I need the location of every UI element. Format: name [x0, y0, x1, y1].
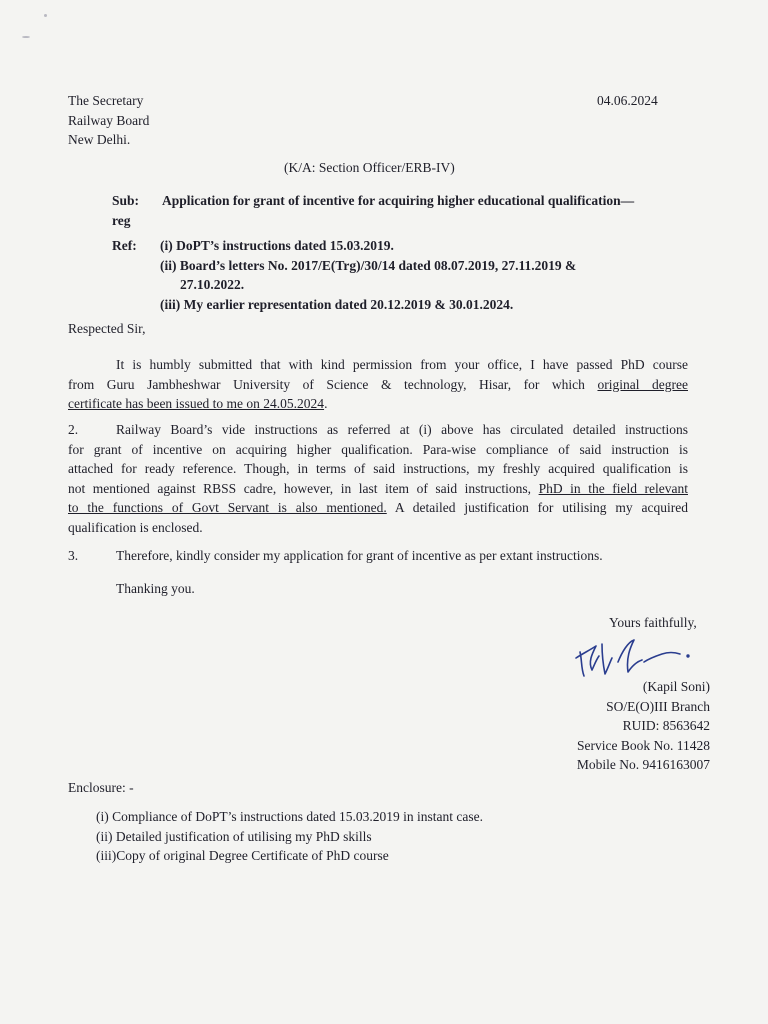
letter-date: 04.06.2024: [597, 93, 658, 108]
para2-number: 2.: [68, 422, 79, 437]
signer-mobile: Mobile No. 9416163007: [576, 757, 710, 772]
underlined-text: to the functions of Govt Servant is also mentioned.: [68, 500, 387, 515]
para-line: Railway Board’s vide instructions as referred at (i) above has circulated detailed instructions: [116, 422, 688, 437]
ref-item: (ii) Board’s letters No. 2017/E(Trg)/30/14 dated 08.07.2019, 27.11.2019 &: [160, 257, 577, 273]
subject-label: Sub:: [112, 193, 140, 208]
para-text: .: [324, 396, 328, 411]
recipient-line: The Secretary: [68, 93, 144, 108]
para-line: [68, 479, 688, 499]
ref-label: Ref:: [112, 238, 137, 253]
signer-block: [520, 677, 710, 775]
signer-ruid: RUID: 8563642: [622, 718, 710, 733]
paragraph-3: Therefore, kindly consider my application for grant of incentive as per extant instructions.: [116, 548, 603, 563]
signer-designation: SO/E(O)III Branch: [606, 698, 710, 714]
signer-service-book: Service Book No. 11428: [577, 737, 710, 753]
recipient-address: [68, 91, 149, 150]
signer-name: (Kapil Soni): [642, 679, 710, 694]
para-line: for grant of incentive on acquiring higher qualification. Para-wise compliance of said instruction is: [68, 441, 688, 457]
salutation: Respected Sir,: [68, 321, 146, 336]
para-line: It is humbly submitted that with kind permission from your office, I have passed PhD course: [116, 357, 688, 372]
para-line: [68, 394, 688, 414]
enclosure-list: [96, 807, 483, 866]
paragraph-2: [68, 420, 688, 537]
underlined-text: original degree: [597, 376, 688, 392]
underlined-text: PhD in the field relevant: [538, 480, 688, 496]
para-line: attached for ready reference. Though, in terms of said instructions, my freshly acquired qualification is: [68, 461, 688, 476]
enclosure-item: (i) Compliance of DoPT’s instructions dated 15.03.2019 in instant case.: [96, 809, 483, 824]
scan-speck: [22, 36, 30, 38]
recipient-line: New Delhi.: [68, 132, 131, 147]
ref-item: 27.10.2022.: [180, 277, 245, 292]
subject-text: [112, 191, 634, 230]
para-line: [68, 498, 688, 518]
ref-item: (i) DoPT’s instructions dated 15.03.2019.: [160, 238, 394, 253]
ka-line: (K/A: Section Officer/ERB-IV): [284, 160, 455, 175]
para-line: [68, 375, 688, 395]
subject-line: Application for grant of incentive for acquiring higher educational qualification—: [162, 193, 635, 208]
underlined-text: certificate has been issued to me on 24.05.2024: [68, 396, 325, 411]
thanks: Thanking you.: [116, 581, 195, 596]
recipient-line: Railway Board: [68, 112, 150, 128]
paragraph-1: [68, 355, 688, 414]
enclosure-item: (ii) Detailed justification of utilising my PhD skills: [96, 828, 372, 844]
closing: Yours faithfully,: [609, 615, 697, 630]
subject-line: reg: [112, 212, 131, 228]
para-line: qualification is enclosed.: [68, 519, 203, 535]
signature: [572, 632, 702, 682]
scan-speck: [44, 14, 47, 17]
para-text: not mentioned against RBSS cadre, however, in last item of said instructions,: [68, 480, 532, 496]
para-text: from Guru Jambheshwar University of Science & technology, Hisar, for which: [68, 376, 585, 392]
enclosure-item: (iii)Copy of original Degree Certificate of PhD course: [96, 848, 389, 863]
para-text: A detailed justification for utilising my acquired: [386, 500, 688, 515]
ref-item: (iii) My earlier representation dated 20.12.2019 & 30.01.2024.: [160, 296, 514, 312]
enclosure-label: Enclosure: -: [68, 780, 134, 795]
ref-list: [160, 236, 576, 314]
para3-number: 3.: [68, 548, 79, 563]
